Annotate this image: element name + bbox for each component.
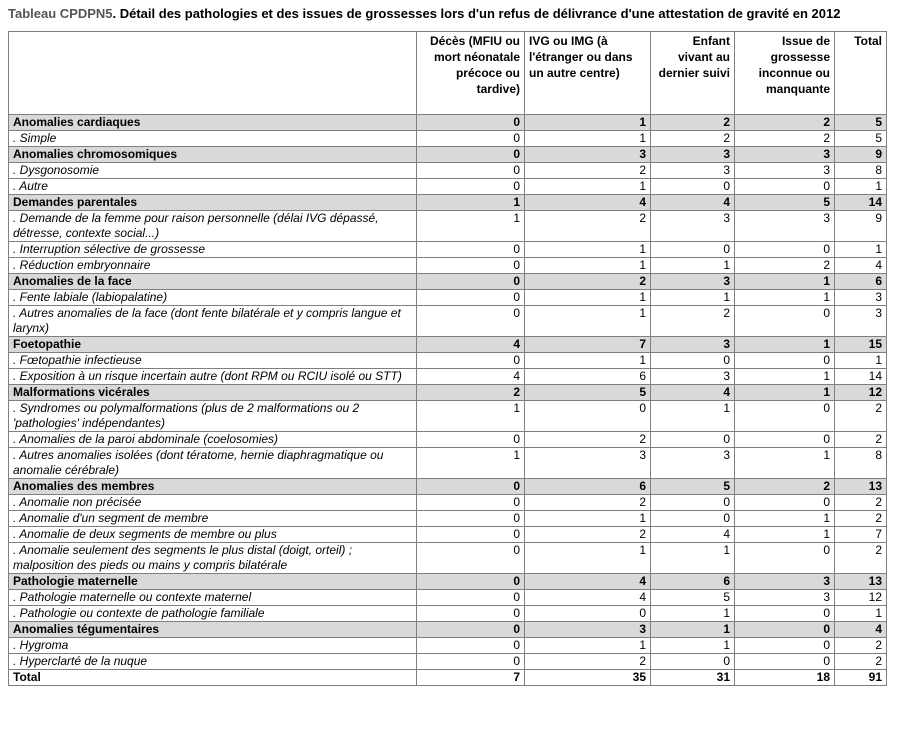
row-value: 1 xyxy=(651,622,735,638)
row-label: . Syndromes ou polymalformations (plus de 2 malformations ou 2 'pathologies' indépendantes) xyxy=(9,401,417,432)
pathology-table xyxy=(8,31,887,686)
row-value: 6 xyxy=(525,369,651,385)
row-value: 0 xyxy=(417,511,525,527)
row-label: . Anomalie non précisée xyxy=(9,495,417,511)
row-value: 2 xyxy=(525,274,651,290)
row-label: . Anomalie de deux segments de membre ou plus xyxy=(9,527,417,543)
header-issue-inconnue: Issue de grossesse inconnue ou manquante xyxy=(735,32,835,115)
row-label: Anomalies chromosomiques xyxy=(9,147,417,163)
row-value: 0 xyxy=(735,306,835,337)
header-row xyxy=(9,32,887,115)
row-value: 0 xyxy=(417,543,525,574)
row-value: 1 xyxy=(835,353,887,369)
row-label: Pathologie maternelle xyxy=(9,574,417,590)
row-value: 3 xyxy=(651,163,735,179)
table-row xyxy=(9,369,887,385)
row-value: 1 xyxy=(525,242,651,258)
row-value: 0 xyxy=(417,274,525,290)
table-row xyxy=(9,131,887,147)
row-value: 1 xyxy=(651,290,735,306)
row-value: 0 xyxy=(525,401,651,432)
row-value: 0 xyxy=(735,622,835,638)
row-value: 0 xyxy=(651,495,735,511)
row-value: 1 xyxy=(525,306,651,337)
row-value: 2 xyxy=(835,511,887,527)
category-row xyxy=(9,337,887,353)
row-value: 1 xyxy=(525,131,651,147)
row-value: 6 xyxy=(835,274,887,290)
row-label: . Simple xyxy=(9,131,417,147)
row-value: 1 xyxy=(651,606,735,622)
row-value: 0 xyxy=(651,654,735,670)
row-value: 5 xyxy=(651,479,735,495)
row-label: . Exposition à un risque incertain autre (dont RPM ou RCIU isolé ou STT) xyxy=(9,369,417,385)
row-value: 13 xyxy=(835,479,887,495)
row-value: 4 xyxy=(525,590,651,606)
row-value: 0 xyxy=(735,179,835,195)
row-value: 3 xyxy=(525,448,651,479)
row-label: . Anomalie d'un segment de membre xyxy=(9,511,417,527)
row-value: 4 xyxy=(651,527,735,543)
row-label: . Fœtopathie infectieuse xyxy=(9,353,417,369)
total-row xyxy=(9,670,887,686)
row-value: 3 xyxy=(651,369,735,385)
row-value: 0 xyxy=(417,242,525,258)
row-value: 0 xyxy=(651,242,735,258)
row-value: 0 xyxy=(417,163,525,179)
row-value: 5 xyxy=(835,115,887,131)
row-value: 1 xyxy=(651,258,735,274)
row-label: . Hygroma xyxy=(9,638,417,654)
row-value: 5 xyxy=(651,590,735,606)
row-value: 1 xyxy=(651,638,735,654)
row-value: 1 xyxy=(835,242,887,258)
row-value: 0 xyxy=(417,353,525,369)
row-value: 4 xyxy=(417,369,525,385)
row-value: 0 xyxy=(651,432,735,448)
table-row xyxy=(9,401,887,432)
row-value: 0 xyxy=(735,401,835,432)
row-value: 1 xyxy=(735,369,835,385)
row-value: 1 xyxy=(417,401,525,432)
row-value: 15 xyxy=(835,337,887,353)
row-label: . Demande de la femme pour raison personnelle (délai IVG dépassé, détresse, contexte social...) xyxy=(9,211,417,242)
row-value: 35 xyxy=(525,670,651,686)
row-value: 14 xyxy=(835,369,887,385)
table-row xyxy=(9,211,887,242)
row-label: . Autre xyxy=(9,179,417,195)
row-value: 2 xyxy=(651,115,735,131)
row-value: 1 xyxy=(525,258,651,274)
row-label: . Anomalie seulement des segments le plus distal (doigt, orteil) ; malposition des pieds ou mains y compris bilatérale xyxy=(9,543,417,574)
row-value: 0 xyxy=(735,495,835,511)
row-value: 3 xyxy=(525,147,651,163)
row-value: 9 xyxy=(835,211,887,242)
category-row xyxy=(9,274,887,290)
row-value: 1 xyxy=(525,511,651,527)
row-value: 2 xyxy=(525,163,651,179)
row-label: . Dysgonosomie xyxy=(9,163,417,179)
row-label: Malformations vicérales xyxy=(9,385,417,401)
category-row xyxy=(9,574,887,590)
row-value: 2 xyxy=(735,258,835,274)
table-row xyxy=(9,638,887,654)
row-value: 2 xyxy=(735,131,835,147)
row-value: 0 xyxy=(651,179,735,195)
category-row xyxy=(9,115,887,131)
row-value: 3 xyxy=(735,590,835,606)
table-row xyxy=(9,163,887,179)
row-value: 0 xyxy=(651,511,735,527)
table-code: Tableau CPDPN5 xyxy=(8,6,113,21)
row-value: 0 xyxy=(651,353,735,369)
row-value: 3 xyxy=(651,211,735,242)
table-caption xyxy=(8,6,840,21)
row-value: 12 xyxy=(835,590,887,606)
row-value: 1 xyxy=(651,401,735,432)
row-label: Anomalies tégumentaires xyxy=(9,622,417,638)
row-value: 0 xyxy=(417,115,525,131)
row-value: 0 xyxy=(417,654,525,670)
row-value: 2 xyxy=(835,543,887,574)
row-value: 8 xyxy=(835,163,887,179)
row-value: 1 xyxy=(735,290,835,306)
table-row xyxy=(9,290,887,306)
row-value: 3 xyxy=(651,147,735,163)
row-value: 2 xyxy=(835,654,887,670)
row-value: 3 xyxy=(651,448,735,479)
row-value: 1 xyxy=(735,448,835,479)
row-value: 0 xyxy=(417,131,525,147)
row-value: 2 xyxy=(651,306,735,337)
row-value: 0 xyxy=(735,543,835,574)
row-label: . Réduction embryonnaire xyxy=(9,258,417,274)
row-value: 1 xyxy=(525,115,651,131)
row-value: 2 xyxy=(735,115,835,131)
row-value: 4 xyxy=(525,574,651,590)
row-value: 5 xyxy=(835,131,887,147)
row-value: 2 xyxy=(735,479,835,495)
header-ivg-img: IVG ou IMG (à l'étranger ou dans un autre centre) xyxy=(525,32,651,115)
row-value: 0 xyxy=(735,242,835,258)
row-value: 2 xyxy=(651,131,735,147)
row-label: Anomalies de la face xyxy=(9,274,417,290)
header-deces: Décès (MFIU ou mort néonatale précoce ou tardive) xyxy=(417,32,525,115)
row-value: 13 xyxy=(835,574,887,590)
table-row xyxy=(9,242,887,258)
row-value: 0 xyxy=(417,147,525,163)
row-value: 1 xyxy=(525,179,651,195)
row-value: 3 xyxy=(735,574,835,590)
table-row xyxy=(9,306,887,337)
category-row xyxy=(9,147,887,163)
row-value: 9 xyxy=(835,147,887,163)
category-row xyxy=(9,385,887,401)
table-row xyxy=(9,432,887,448)
row-value: 2 xyxy=(525,495,651,511)
row-value: 1 xyxy=(651,543,735,574)
row-value: 1 xyxy=(835,179,887,195)
row-value: 8 xyxy=(835,448,887,479)
row-value: 0 xyxy=(417,638,525,654)
row-value: 0 xyxy=(735,654,835,670)
row-value: 14 xyxy=(835,195,887,211)
table-row xyxy=(9,258,887,274)
row-value: 2 xyxy=(525,654,651,670)
row-value: 0 xyxy=(735,353,835,369)
row-value: 7 xyxy=(835,527,887,543)
table-row xyxy=(9,511,887,527)
row-value: 0 xyxy=(417,590,525,606)
row-label: . Autres anomalies isolées (dont tératome, hernie diaphragmatique ou anomalie cérébrale) xyxy=(9,448,417,479)
row-value: 1 xyxy=(735,511,835,527)
row-value: 1 xyxy=(525,353,651,369)
row-label: . Interruption sélective de grossesse xyxy=(9,242,417,258)
row-label: . Anomalies de la paroi abdominale (coelosomies) xyxy=(9,432,417,448)
row-value: 0 xyxy=(417,574,525,590)
row-label: . Pathologie maternelle ou contexte maternel xyxy=(9,590,417,606)
row-value: 18 xyxy=(735,670,835,686)
table-row xyxy=(9,495,887,511)
row-value: 7 xyxy=(525,337,651,353)
row-value: 12 xyxy=(835,385,887,401)
row-value: 91 xyxy=(835,670,887,686)
row-value: 4 xyxy=(417,337,525,353)
row-value: 1 xyxy=(735,385,835,401)
row-value: 0 xyxy=(735,638,835,654)
header-enfant-vivant: Enfant vivant au dernier suivi xyxy=(651,32,735,115)
row-value: 2 xyxy=(525,432,651,448)
row-value: 1 xyxy=(525,290,651,306)
row-value: 3 xyxy=(735,147,835,163)
row-value: 4 xyxy=(525,195,651,211)
row-value: 3 xyxy=(525,622,651,638)
row-label: Anomalies cardiaques xyxy=(9,115,417,131)
row-value: 0 xyxy=(417,290,525,306)
header-empty xyxy=(9,32,417,115)
row-value: 4 xyxy=(651,385,735,401)
row-value: 0 xyxy=(417,527,525,543)
row-value: 0 xyxy=(417,606,525,622)
row-label: . Fente labiale (labiopalatine) xyxy=(9,290,417,306)
table-title: . Détail des pathologies et des issues de grossesses lors d'un refus de délivrance d'une attestation de gravité en 2012 xyxy=(112,6,841,21)
row-value: 1 xyxy=(417,211,525,242)
row-value: 0 xyxy=(417,622,525,638)
row-value: 6 xyxy=(525,479,651,495)
row-value: 0 xyxy=(735,606,835,622)
row-value: 7 xyxy=(417,670,525,686)
row-value: 2 xyxy=(835,401,887,432)
row-value: 0 xyxy=(417,479,525,495)
row-value: 1 xyxy=(735,527,835,543)
row-value: 1 xyxy=(735,337,835,353)
row-value: 1 xyxy=(525,638,651,654)
table-body xyxy=(9,115,887,686)
table-row xyxy=(9,527,887,543)
row-value: 3 xyxy=(835,306,887,337)
table-row xyxy=(9,543,887,574)
row-value: 0 xyxy=(417,495,525,511)
row-value: 3 xyxy=(835,290,887,306)
table-row xyxy=(9,448,887,479)
row-value: 3 xyxy=(735,211,835,242)
row-label: Total xyxy=(9,670,417,686)
row-value: 2 xyxy=(525,527,651,543)
row-label: Foetopathie xyxy=(9,337,417,353)
row-value: 1 xyxy=(525,543,651,574)
row-value: 2 xyxy=(525,211,651,242)
table-row xyxy=(9,654,887,670)
row-value: 5 xyxy=(525,385,651,401)
row-label: . Hyperclarté de la nuque xyxy=(9,654,417,670)
table-row xyxy=(9,590,887,606)
row-value: 2 xyxy=(835,432,887,448)
row-value: 5 xyxy=(735,195,835,211)
row-value: 3 xyxy=(651,337,735,353)
row-value: 3 xyxy=(651,274,735,290)
row-value: 6 xyxy=(651,574,735,590)
category-row xyxy=(9,195,887,211)
row-label: Anomalies des membres xyxy=(9,479,417,495)
row-value: 4 xyxy=(651,195,735,211)
row-value: 0 xyxy=(525,606,651,622)
row-value: 0 xyxy=(417,258,525,274)
row-value: 2 xyxy=(835,495,887,511)
row-value: 4 xyxy=(835,622,887,638)
category-row xyxy=(9,622,887,638)
table-row xyxy=(9,353,887,369)
header-total: Total xyxy=(835,32,887,115)
row-value: 1 xyxy=(835,606,887,622)
row-value: 4 xyxy=(835,258,887,274)
row-value: 2 xyxy=(417,385,525,401)
table-row xyxy=(9,179,887,195)
row-label: . Autres anomalies de la face (dont fente bilatérale et y compris langue et larynx) xyxy=(9,306,417,337)
row-value: 0 xyxy=(417,306,525,337)
row-value: 0 xyxy=(735,432,835,448)
table-row xyxy=(9,606,887,622)
row-value: 1 xyxy=(735,274,835,290)
row-value: 0 xyxy=(417,432,525,448)
row-value: 1 xyxy=(417,195,525,211)
row-label: Demandes parentales xyxy=(9,195,417,211)
category-row xyxy=(9,479,887,495)
row-value: 3 xyxy=(735,163,835,179)
row-value: 2 xyxy=(835,638,887,654)
row-label: . Pathologie ou contexte de pathologie familiale xyxy=(9,606,417,622)
row-value: 0 xyxy=(417,179,525,195)
row-value: 1 xyxy=(417,448,525,479)
row-value: 31 xyxy=(651,670,735,686)
